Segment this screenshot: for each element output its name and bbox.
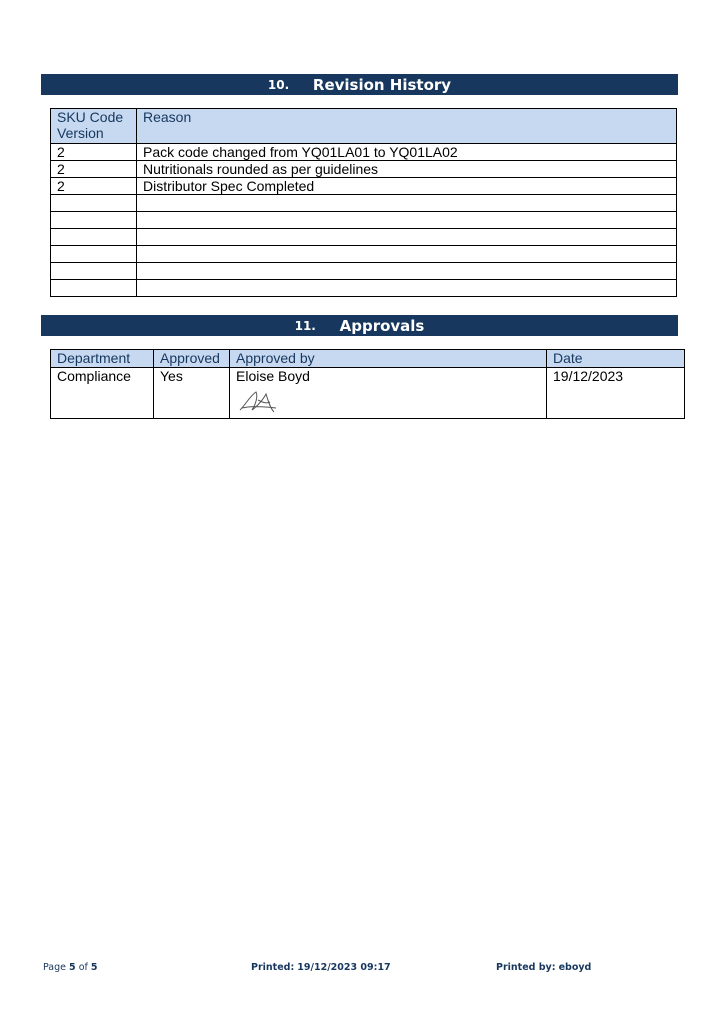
table-cell: [51, 280, 137, 297]
table-cell: Nutritionals rounded as per guidelines: [137, 161, 677, 178]
page-number: [43, 962, 98, 973]
page-total: 5: [90, 962, 98, 973]
table-cell-department: Compliance: [51, 368, 154, 419]
printed-by-value: eboyd: [558, 962, 592, 973]
table-row: [51, 280, 677, 297]
column-header-date: Date: [547, 350, 685, 368]
table-cell: Distributor Spec Completed: [137, 178, 677, 195]
table-cell: [51, 263, 137, 280]
column-header-approved-by: Approved by: [230, 350, 547, 368]
page-of-label: of: [78, 962, 88, 973]
signature-image: [236, 386, 282, 416]
table-row: [51, 144, 677, 161]
table-cell-approved: Yes: [154, 368, 230, 419]
section-title: Approvals: [339, 316, 425, 335]
section-header-revision-history: [41, 74, 678, 95]
approvals-table: [50, 349, 685, 419]
table-cell: 2: [51, 144, 137, 161]
table-cell: [137, 195, 677, 212]
table-cell: 2: [51, 161, 137, 178]
revision-history-table: [50, 108, 677, 297]
table-cell: [137, 263, 677, 280]
column-header-sku-code-version: SKU Code Version: [51, 109, 137, 144]
table-cell: [137, 212, 677, 229]
page-current: 5: [69, 962, 76, 973]
table-cell: [51, 212, 137, 229]
table-cell: [51, 229, 137, 246]
section-number: 10.: [267, 77, 290, 92]
table-cell: 2: [51, 178, 137, 195]
column-header-reason: Reason: [137, 109, 677, 144]
table-row: [51, 368, 685, 419]
table-row: [51, 246, 677, 263]
section-number: 11.: [294, 318, 316, 333]
table-row: [51, 178, 677, 195]
section-header-approvals: [41, 315, 678, 336]
printed-label: Printed:: [251, 962, 295, 973]
table-cell: [137, 280, 677, 297]
table-cell: [51, 246, 137, 263]
table-row: [51, 195, 677, 212]
table-row: [51, 229, 677, 246]
section-title: Revision History: [312, 75, 452, 94]
printed-value: 19/12/2023 09:17: [297, 962, 391, 973]
table-cell-date: 19/12/2023: [547, 368, 685, 419]
table-cell: Pack code changed from YQ01LA01 to YQ01LA02: [137, 144, 677, 161]
table-row: [51, 212, 677, 229]
table-cell: [137, 246, 677, 263]
printed-date: [251, 962, 391, 973]
column-header-department: Department: [51, 350, 154, 368]
column-header-approved: Approved: [154, 350, 230, 368]
approver-name: Eloise Boyd: [236, 368, 310, 384]
page-label: Page: [43, 962, 66, 973]
table-cell: [51, 195, 137, 212]
table-cell: [137, 229, 677, 246]
table-row: [51, 161, 677, 178]
printed-by: [496, 962, 591, 973]
table-row: [51, 263, 677, 280]
printed-by-label: Printed by:: [496, 962, 556, 973]
table-cell-approved-by: [230, 368, 547, 419]
table-header-row: [51, 109, 677, 144]
table-header-row: [51, 350, 685, 368]
